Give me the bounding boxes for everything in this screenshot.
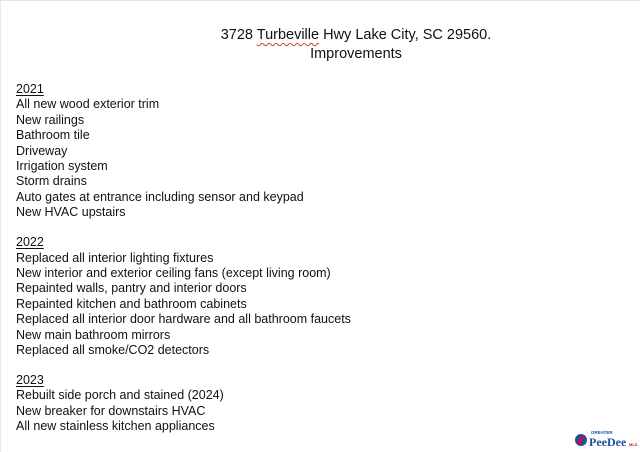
list-item: Auto gates at entrance including sensor and keypad [16,189,304,204]
logo-graphic [574,428,636,450]
document-header [151,26,561,64]
year-heading: 2023 [16,372,44,387]
list-item: Driveway [16,143,68,158]
address-suffix: Hwy Lake City, SC 29560. [319,27,492,43]
list-item: Replaced all smoke/CO2 detectors [16,343,210,357]
list-item: New railings [16,112,85,127]
property-address [151,26,561,45]
section-2021 [16,82,616,221]
address-street: Turbeville [256,27,320,43]
greater-peedee-mls-logo [574,428,636,450]
logo-small-text: GREATER [591,430,613,435]
year-heading: 2021 [16,82,44,96]
list-item: Bathroom tile [16,128,90,143]
list-item: New main bathroom mirrors [16,327,171,342]
list-item: Irrigation system [16,159,108,174]
list-item: Rebuilt side porch and stained (2024) [16,388,224,403]
list-item: All new wood exterior trim [16,97,160,112]
list-item: New breaker for downstairs HVAC [16,403,206,418]
list-item: All new stainless kitchen appliances [16,419,215,434]
address-prefix: 3728 [220,27,257,43]
year-heading: 2022 [16,235,44,250]
logo-main-text: PeeDee [589,435,627,449]
list-item: Replaced all interior door hardware and all bathroom faucets [16,312,351,327]
section-2022 [16,235,616,358]
list-item: Repainted kitchen and bathroom cabinets [16,296,247,311]
list-item: New HVAC upstairs [16,205,126,220]
improvements-list [16,82,616,449]
list-item: Storm drains [16,174,87,189]
list-item: New interior and exterior ceiling fans (except living room) [16,265,331,280]
list-item: Replaced all interior lighting fixtures [16,250,214,265]
section-2023 [16,373,616,435]
page-title: Improvements [310,46,402,62]
logo-side-text: MLS [629,442,638,447]
list-item: Repainted walls, pantry and interior doors [16,281,247,296]
